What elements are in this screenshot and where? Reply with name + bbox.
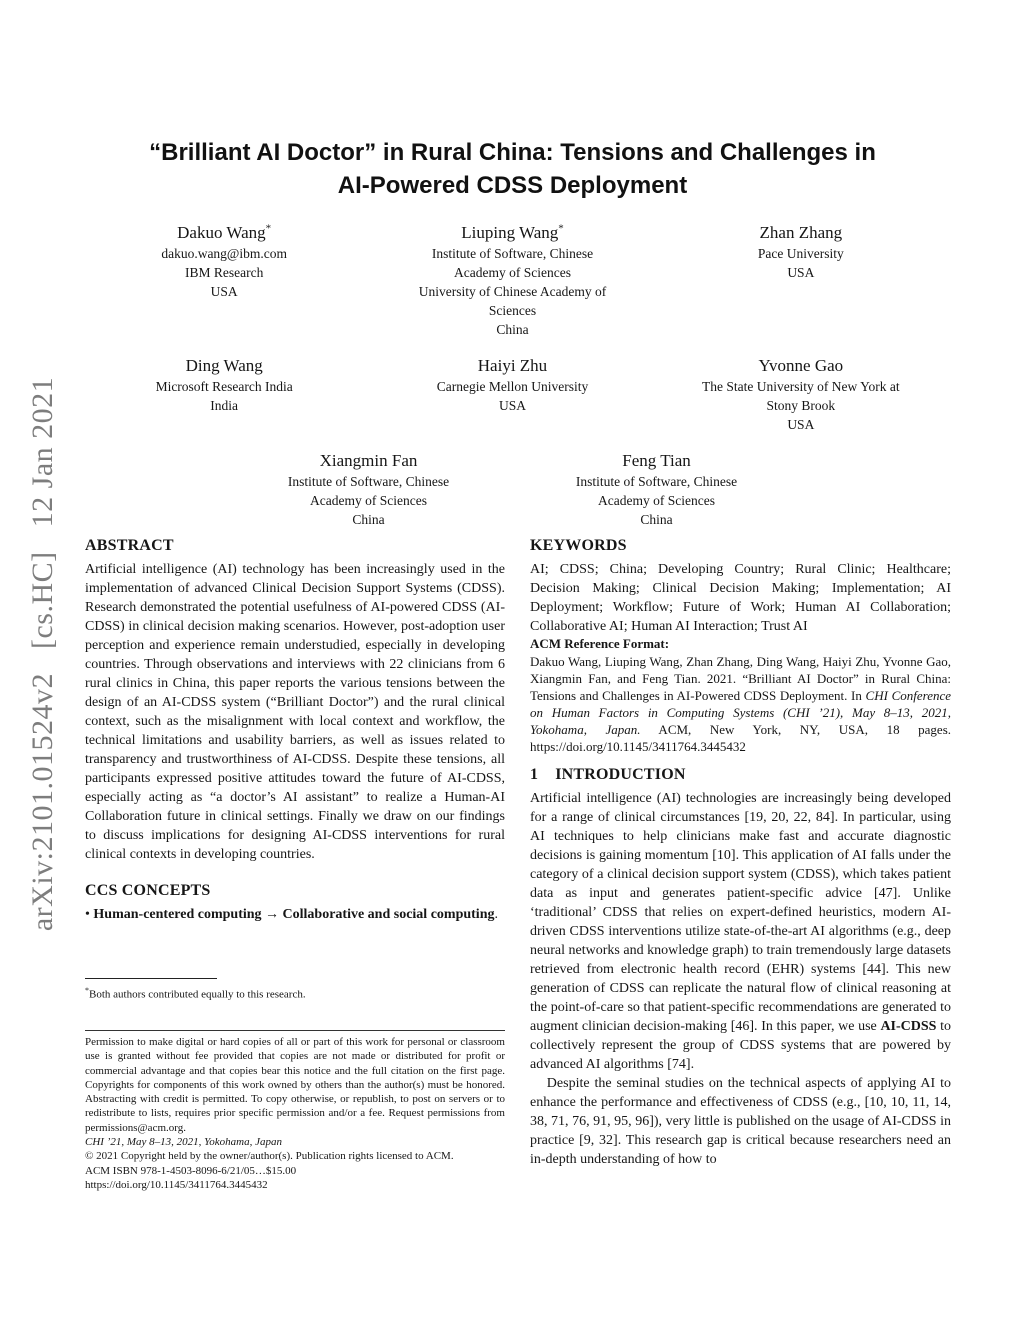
abstract-heading: ABSTRACT	[85, 537, 174, 554]
acm-ref-part2: ACM, New York, NY, USA, 18 pages. https://doi.org/10.1145/3411764.3445432	[530, 722, 952, 754]
acm-ref-heading: ACM Reference Format:	[530, 636, 670, 651]
author-name-text: Haiyi Zhu	[477, 356, 548, 375]
venue-line: CHI ’21, May 8–13, 2021, Yokohama, Japan	[85, 1136, 282, 1149]
intro-p1-bold-term: AI-CDSS	[880, 1019, 937, 1034]
section-number: 1	[530, 766, 539, 783]
author-block	[368, 355, 656, 434]
ccs-arrow: →	[261, 907, 283, 922]
ccs-heading: CCS CONCEPTS	[85, 882, 211, 899]
introduction-heading	[530, 766, 951, 783]
author-block	[80, 355, 368, 434]
authors-section	[80, 222, 945, 529]
permission-rule	[85, 1030, 505, 1031]
author-name-text: Liuping Wang	[461, 223, 559, 242]
author-name-text: Feng Tian	[622, 451, 691, 470]
author-block	[513, 450, 801, 529]
ccs-bullet: •	[85, 907, 94, 922]
paper-title: “Brilliant AI Doctor” in Rural China: Tensions and Challenges in AI-Powered CDSS Deployment	[149, 139, 876, 199]
keywords-text: AI; CDSS; China; Developing Country; Rural Clinic; Healthcare; Decision Making; Clinical Decision Making; Implementation; AI Deployment; Workflow; Future of Work; Human AI Collaboration; Collaborative AI; Human AI Interaction; Trust AI	[530, 562, 951, 634]
ccs-concept-tail: Collaborative and social computing	[282, 907, 495, 922]
author-affiliation: Pace University USA	[757, 246, 844, 280]
author-name-text: Zhan Zhang	[759, 223, 843, 242]
isbn-line: ACM ISBN 978-1-4503-8096-6/21/05…$15.00	[85, 1164, 297, 1177]
intro-paragraph-1	[530, 789, 951, 1074]
intro-p1-tail: to collectively represent the group of CDSS systems that are powered by advanced AI algorithms [74].	[530, 1019, 952, 1072]
authors-row-2	[80, 355, 945, 434]
author-name	[657, 222, 945, 244]
author-name-text: Dakuo Wang	[177, 223, 266, 242]
author-name	[368, 222, 656, 244]
author-affiliation: Microsoft Research India India	[155, 379, 293, 413]
permission-block	[85, 1030, 505, 1192]
author-block	[368, 222, 656, 339]
author-block	[657, 355, 945, 434]
acm-ref-text	[530, 653, 951, 755]
author-name	[225, 450, 513, 472]
abstract-text: Artificial intelligence (AI) technology has been increasingly used in the implementation of advanced Clinical Decision Support Systems (CDSS). Research demonstrated the potential usefulness of AI-powered CDSS (AI-CDSS) in clinical decision making scenarios. However, post-adoption user perception and experience remain understudied, especially in developing countries. Through observations and interviews with 22 clinicians from 6 rural clinics in China, this paper reports the various tensions between the design of an AI-CDSS system (“Brilliant Doctor”) and the rural clinical context, such as the misalignment with local context and workflow, the technical limitations and usability barriers, as well as issues related to transparency and trustworthiness of AI-CDSS. Despite these tensions, all participants expressed positive attitudes toward the future of AI-CDSS, especially acting as “a doctor’s AI assistant” to realize a Human-AI Collaboration future in clinical settings. Finally we draw on our findings to discuss implications for designing AI-CDSS interventions for rural clinical contexts in developing countries.	[85, 562, 505, 862]
left-column	[85, 537, 505, 1192]
footnote-rule	[85, 978, 217, 979]
author-affiliation: dakuo.wang@ibm.com IBM Research USA	[161, 246, 287, 299]
author-footnote-marker: *	[558, 222, 564, 235]
author-name-text: Ding Wang	[185, 356, 263, 375]
intro-paragraph-2: Despite the seminal studies on the technical aspects of applying AI to enhance the performance and effectiveness of CDSS (e.g., [10, 10, 11, 14, 38, 71, 76, 91, 95, 96]), very little is published on the usage of AI-CDSS in practice [9, 32]. This research gap is critical because researchers need an in-depth understanding of how to	[530, 1076, 951, 1167]
ccs-concept-lead: Human-centered computing	[93, 907, 262, 922]
copyright-line: © 2021 Copyright held by the owner/author(s). Publication rights licensed to ACM.	[85, 1150, 454, 1163]
permission-text: Permission to make digital or hard copies of all or part of this work for personal or classroom use is granted without fee provided that copies are not made or distributed for profit or commercial advantage and that copies bear this notice and the full citation on the first page. Copyrights for components of this work owned by others than the author(s) must be honored. Abstracting with credit is permitted. To copy otherwise, or republish, to post on servers or to redistribute to lists, requires prior specific permission and/or a fee. Request permissions from permissions@acm.org.	[85, 1036, 505, 1134]
author-affiliation: Institute of Software, Chinese Academy of Sciences China	[575, 474, 738, 527]
section-title: INTRODUCTION	[555, 766, 686, 783]
doi-line: https://doi.org/10.1145/3411764.3445432	[85, 1178, 268, 1191]
footnote-body: Both authors contributed equally to this research.	[89, 988, 306, 1001]
author-name	[80, 355, 368, 377]
arxiv-watermark: arXiv:2101.01524v2 [cs.HC] 12 Jan 2021	[26, 376, 59, 932]
author-affiliation: Institute of Software, Chinese Academy of Sciences University of Chinese Academy of Sciences China	[418, 246, 607, 337]
authors-row-1	[80, 222, 945, 339]
author-name	[368, 355, 656, 377]
author-name	[80, 222, 368, 244]
author-name	[657, 355, 945, 377]
author-name-text: Xiangmin Fan	[319, 451, 418, 470]
footnote-text	[85, 984, 505, 1002]
author-affiliation: The State University of New York at Stony Brook USA	[702, 379, 900, 432]
acm-ref-part1: Dakuo Wang, Liuping Wang, Zhan Zhang, Ding Wang, Haiyi Zhu, Yvonne Gao, Xiangmin Fan, and Feng Tian. 2021. “Brilliant AI Doctor” in Rural China: Tensions and Challenges in AI-Powered CDSS Deployment. In	[530, 654, 951, 703]
footnote-block	[85, 978, 505, 1002]
authors-row-3	[80, 450, 945, 529]
author-block	[225, 450, 513, 529]
footnote-marker: *	[85, 986, 89, 995]
author-name	[513, 450, 801, 472]
author-affiliation: Carnegie Mellon University USA	[436, 379, 589, 413]
author-affiliation: Institute of Software, Chinese Academy of Sciences China	[287, 474, 450, 527]
author-name-text: Yvonne Gao	[758, 356, 844, 375]
ccs-text	[85, 905, 505, 924]
acm-ref-venue: CHI Conference on Human Factors in Computing Systems (CHI ’21), May 8–13, 2021, Yokohama, Japan.	[530, 688, 952, 737]
ccs-period: .	[494, 907, 498, 922]
author-block	[657, 222, 945, 339]
author-block	[80, 222, 368, 339]
right-column	[530, 537, 951, 1169]
keywords-heading: KEYWORDS	[530, 537, 627, 554]
intro-p1-text: Artificial intelligence (AI) technologies are increasingly being developed for a range of clinical circumstances [19, 20, 22, 84]. In particular, using AI techniques to help clinicians make fast and accurate diagnostic decisions is gaining momentum [10]. This application of AI falls under the category of a clinical decision support system (CDSS), which takes patient data as input and generates patient-specific advice [47]. Unlike ‘traditional’ CDSS that relies on expert-defined heuristics, modern AI-driven CDSS interventions utilize state-of-the-art AI algorithms (e.g., deep neural networks and knowledge graph) to train tremendously large datasets retrieved from electronic health record (EHR) systems [44]. This new generation of CDSS can replicate the natural flow of clinical reasoning at the point-of-care so that patient-specific recommendations are generated to augment clinician decision-making [46]. In this paper, we use	[530, 791, 951, 1034]
author-footnote-marker: *	[265, 222, 272, 235]
